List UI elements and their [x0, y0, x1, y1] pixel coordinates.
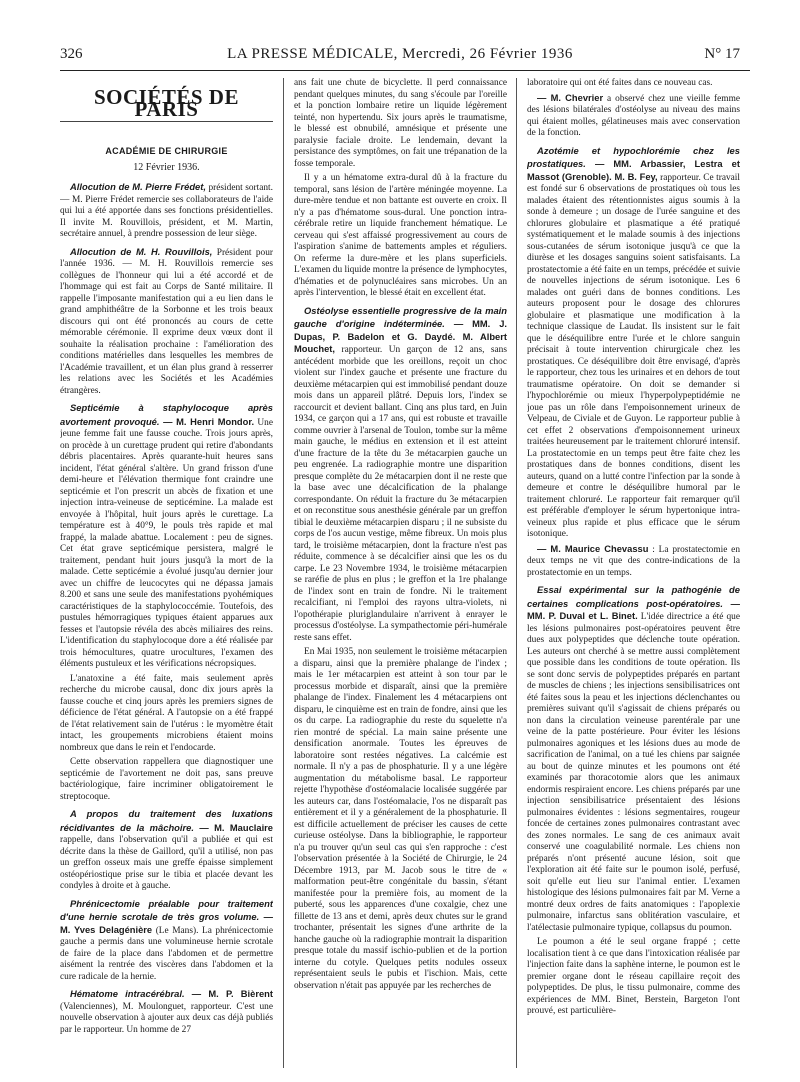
article-paragraph [527, 145, 740, 541]
article-title: Hématome intracérébral. [70, 988, 185, 999]
article-paragraph [294, 78, 507, 170]
article-title: Septicémie à staphylocoque après avortement provoqué. [60, 402, 273, 427]
article-paragraph [527, 78, 740, 90]
column-3 [527, 78, 740, 1068]
article-paragraph [527, 93, 740, 140]
section-title: SOCIÉTÉS DE PARIS [60, 92, 273, 122]
column-2-body [294, 78, 507, 992]
article-body: Président pour l'année 1936. — M. H. Rouvillois remercie ses collègues de l'honneur qui lui a été accordé et de l'hommage qui est fait au Corps de Santé militaire. Il rappelle l'imposante manifestation qui a eu lien dans le grand amphithéâtre de la Sorbonne et les trois beaux discours qui ont été prononcés au cours de cette mémorable cérémonie. Il exprime deux vœux dont il souhaite la réalisation prochaine : l'amélioration des conditions matérielles dans lesquelles les membres de l'Académie travaillent, et un élan plus grand à resserrer les relations avec les Sociétés et les Académies étrangères. [60, 247, 273, 396]
article-body: Une jeune femme fait une fausse couche. Trois jours après, on procède à un curettage prudent qui retire d'abondants débris placentaires. Après quarante-huit heures sans incident, l'état général s'altère. Un grand frisson d'une demi-heure et l'élévation thermique font craindre une septicémie et l'on prescrit un abcès de fixation et une injection intra-veineuse de septicémine. La malade est envoyée à l'hôpital, huit jours après le curettage. La température est à 40°9, le pouls très rapide et mal frappé, la malade abattue. Localement : peu de signes. Cet état grave septicémique persistera, malgré le traitement, pendant huit jours jusqu'à la mort de la malade. Cette septicémie a évolué jusqu'au dernier jour avec un chiffre de leucocytes qui ne dépassa jamais 8.200 et sans une seule des manifestations pyohémiques caractéristiques de la staphylococcémie. Toutefois, des pustules hémorragiques typiques étaient apparues aux fesses et l'autopsie révéla des abcès miliaires des reins. L'identification du staphylocoque dore a été réalisée par trois hémocultures, quatre urocultures, l'examen des éléments pustuleux et les vérifications nécropsiques. [60, 417, 273, 669]
article-authors: — M. P. Bièrent [184, 989, 273, 999]
header-rule [60, 70, 750, 71]
session-date: 12 Février 1936. [133, 161, 200, 173]
article-authors: — M. Henri Mondor. [159, 416, 255, 427]
article-body: laboratoire qui ont été faites dans ce nouveau cas. [527, 78, 713, 88]
article-title: Allocution de M. H. Rouvillois, [70, 245, 213, 257]
article-title: Ostéolyse essentielle progressive de la main gauche d'origine indéterminée. [294, 304, 507, 329]
article-paragraph [294, 647, 507, 992]
article-paragraph [60, 181, 273, 241]
article-paragraph [527, 584, 740, 934]
article-authors: — M. Chevrier [537, 92, 604, 103]
article-body: (Valenciennes), M. Moulonguet, rapporteur. C'est une nouvelle observation à ajouter aux deux cas déjà publiés par le rapporteur. Un homme de 27 [60, 1001, 273, 1035]
article-body: Cette observation rappellera que diagnostiquer une septicémie de l'avortement ne doit pas, sans preuve bactériologique, faire incriminer obligatoirement le streptocoque. [60, 757, 273, 802]
article-paragraph [294, 305, 507, 645]
page-number: 326 [60, 46, 83, 62]
article-body: rappelle, dans l'observation qu'il a publiée et qui est décrite dans la thèse de Gaillord, qu'il a utilisé, non pas un greffon osseux mais une greffe épaisse simplement ostéopériostique prise sur le tibia et placée devant les condyles à droite et à gauche. [60, 835, 273, 891]
article-paragraph [60, 402, 273, 671]
article-title: A propos du traitement des luxations récidivantes de la mâchoire. [60, 808, 273, 833]
article-paragraph [60, 674, 273, 755]
column-divider [516, 78, 517, 1068]
article-paragraph [60, 246, 273, 398]
column-3-body [527, 78, 740, 1018]
article-authors: — M. Mauclaire [193, 822, 273, 833]
article-paragraph [527, 544, 740, 580]
academy-heading: ACADÉMIE DE CHIRURGIE [105, 146, 228, 156]
article-authors: — M. Maurice Chevassu [537, 543, 649, 554]
article-authors: — M. Yves Delagénière [60, 912, 273, 935]
column-1 [60, 78, 273, 1068]
article-body: rapporteur. Un garçon de 12 ans, sans antécédent morbide que les oreillons, reçoit un choc violent sur l'index gauche et présente une fracture du deuxième métacarpien qui est immobilisé pendant douze mois dans un appareil plâtré. Depuis lors, l'index se raccourcit et devient ballant. Cinq ans plus tard, en Juin 1934, ce garçon qui a 17 ans, qui est robuste et travaille comme ouvrier à l'arsenal de Toulon, tombe sur la même main gauche, le médius en extension et il est atteint d'une fracture de la tête du 3e métacarpien gauche un peu engrenée. La radiographie montre une disparition presque complète du 2e métacarpien dont il ne reste que la base avec une décalcification de la phalange correspondante. On réduit la fracture du 3e métacarpien et on reconstitue sous anesthésie générale par un greffon tibial le deuxième métacarpien disparu ; il ne subsiste du corps de l'os aucun vestige, même fibreux. Un mois plus tard, le troisième métacarpien, dont la fracture n'est pas réduite, commence à se décalcifier ainsi que les os du carpe. Le 23 Novembre 1934, le troisième métacarpien se raréfie de plus en plus ; le greffon et la 1re phalange de l'index sont en train de fondre. Ni le traitement recalcifiant, ni l'emploi des rayons ultra-violets, ni l'opothérapie pluriglandulaire n'arrivent à enrayer le processus d'ostéolyse. La sympathectomie péri-humérale reste sans effet. [294, 345, 507, 643]
article-authors: — MM. J. Dupas, P. Badelon et G. Daydé. M. Albert Mouchet, [294, 319, 507, 354]
article-body: En Mai 1935, non seulement le troisième métacarpien a disparu, ainsi que la première phalange de l'index ; mais le 1er métacarpien est atteint à son tour par le processus morbide et disparaît, ainsi que la première phalange de l'index. Finalement les 4 métacarpiens ont disparu, le cinquième est en train de fondre, ainsi que les os du carpe. La radiographie du reste du squelette n'a rien montré de spécial. La main saine présente une densification anormale. Toutes les épreuves de laboratoire sont restées négatives. La calcémie est normale. Il n'y a pas de phosphaturie. Il y a une légère augmentation du métabolisme basal. Le rapporteur rejette l'hypothèse d'ostéomalacie localisée suggérée par les auteurs car, dans l'ostéomalacie, l'os ne disparaît pas entièrement et il y a généralement de la phosphaturie. Il est difficile actuellement de préciser les causes de cette curieuse ostéolyse. Dans la bibliographie, le rapporteur n'a pu trouver qu'un seul cas qui s'en rapproche : c'est l'observation présentée à la Société de Chirurgie, le 24 Décembre 1913, par M. Jacob sous le titre de « malformation peut-être congénitale du bassin, s'étant manifestée pour la première fois, au moment de la puberté, sous les apparences d'une coxalgie, chez une fillette de 13 ans et demi, après deux chutes sur le grand trochanter, présentait les signes d'une arthrite de la hanche gauche où la radiographie montrait la disparition presque totale du massif ischio-publien et de la portion interne du cotyle. Quelques petits nodules osseux représentaient seuls le pubis et l'ischion. Mais, cette observation n'était pas appuyée par les recherches de [294, 647, 507, 991]
article-body: L'idée directrice a été que les lésions pulmonaires post-opératoires peuvent être dues aux polypeptides que déclenche toute opération. Les auteurs ont cherché à se mettre aussi complètement que possible dans les conditions de toute opération. Ils se sont donc servis de polypeptides préparés en partant de muscles de chiens ; les injections sensibilisatrices ont été faites sous la peau et les injections déclenchantes ou premières suivant qu'il s'agissait de chiens préparés ou non dans la circulation veineuse parentérale par une veine de la patte postérieure. Pour éviter les lésions pulmonaires agoniques et les lésions dues au mode de sacrification de l'animal, on a tué les chiens par saignée au bout de quinze minutes et les poumons ont été examinés par thoracotomie alors que les animaux endormis respiraient encore. Les chiens préparés par une injection sensibilisatrice présentaient des lésions pulmonaires évidentes : lésions segmentaires, rougeur foncée de certaines zones pulmonaires contrastant avec des zones normales. Le sang de ces animaux avait conservé une coagulabilité normale. Les chiens non préparés n'ont présenté aucune lésion, soit que l'exploration ait été faite sur le poumon isolé, perfusé, soit qu'elle eut lieu sur l'animal entier. L'examen histologique des lésions pulmonaires fait par M. Verne a montré deux ordres de faits anatomiques : l'apoplexie pulmonaire, infarctus sans oblitération vasculaire, et l'atélectasie pulmonaire typique, collapsus du poumon. [527, 612, 740, 933]
article-body: : La prostatectomie en deux temps ne vit que des contre-indications de la prostatectomie en un temps. [527, 544, 740, 578]
article-body: ans fait une chute de bicyclette. Il perd connaissance pendant quelques minutes, du sang s'écoule par l'oreille et la ponction lombaire retire un liquide légèrement teinté, non hypertendu. Six jours après le traumatisme, le blessé est obnubilé, amnésique et présente une paralysie faciale droite. Le lendemain, devant la persistance des symptômes, on fait une trépanation de la fosse temporale. [294, 78, 507, 169]
article-paragraph [60, 898, 273, 984]
article-paragraph [60, 757, 273, 803]
article-paragraph [60, 808, 273, 893]
journal-title: LA PRESSE MÉDICALE, Mercredi, 26 Février 1936 [227, 46, 573, 62]
article-paragraph [294, 173, 507, 300]
issue-number: N° 17 [704, 46, 740, 62]
article-title: Allocution de M. Pierre Frédet, [70, 181, 207, 192]
column-1-body [60, 181, 273, 1036]
article-body: L'anatoxine a été faite, mais seulement après recherche du microbe causal, donc dix jours après la fausse couche et cinq jours après les premiers signes de déficience de l'état général. A l'autopsie on a été frappé de l'état relativement sain de l'utérus : le myomètre était intact, les groupements microbiens étaient moins nombreux que dans le rein et l'endocarde. [60, 673, 273, 753]
article-body: président sortant. — M. Pierre Frédet remercie ses collaborateurs de l'aide qui lui a été apportée dans ses fonctions présidentielles. Il invite M. Rouvillois, président, et M. Martin, secrétaire annuel, à prendre possession de leur siège. [60, 183, 273, 239]
article-title: Essai expérimental sur la pathogénie de certaines complications post-opératoires. [527, 584, 740, 609]
article-body: a observé chez une vieille femme des lésions bilatérales d'ostéolyse au niveau des mains qui étaient molles, gélatineuses mais avec conservation de la fonction. [527, 93, 740, 138]
page-header [60, 46, 740, 70]
article-authors: — MM. Arbassier, Lestra et Massot (Grenoble). M. B. Fey, [527, 159, 740, 182]
column-2 [294, 78, 507, 1068]
article-paragraph [60, 988, 273, 1036]
column-divider [283, 78, 284, 1068]
article-body: (Le Mans). La phrénicectomie gauche a permis dans une volumineuse hernie scrotale de faire de la place dans l'abdomen et de permettre aisément la rentrée des viscères dans l'abdomen et la cure radicale de la hernie. [60, 925, 273, 982]
article-body: rapporteur. Ce travail est fondé sur 6 observations de prostatiques où tous les malades étaient des rétentionnistes aigus soumis à la sonde à demeure ; un dosage de l'urée sanguine et des chlorures globulaire et plasmatique a été pratiqué systématiquement et le malade soumis à des injections sous-cutanées de sérum isotonique jusqu'à ce que la diurèse et les dosages sanguins soient satisfaisants. La prostatectomie a été faite en un temps, précédée et suivie de nouvelles injections de sérum isotonique. Les 6 malades ont guéri dans de bonnes conditions. Les auteurs proposent pour le dosage des chlorures globulaire et plasmatique une modification à la technique classique de Laudat. Ils insistent sur le fait que le déséquilibre entre l'urée et le chlore sanguin précisait à toute intervention chirurgicale chez les prostatiques. Ce déséquilibre doit être envisagé, d'après le rapporteur, chez tous les urinaires et en dehors de tout traumatisme opératoire. On doit se demander si l'hypochlorémie ou mieux l'hyperpolypeptidémie ne joue pas un rôle dans l'empoisonnement urineux de Velpeau, de Civiale et de Guyon. Le rapporteur publie à cet effet 2 observations d'empoisonnement urineux traitées heureusement par le traitement chloruré intensif. La prostatectomie en un temps peut être faite chez les prostatiques dans de bonnes conditions, disent les auteurs, quand on a lutté contre l'infection par la sonde à demeure et contre le déséquilibre humoral par le traitement chloruré. Le rapporteur fait remarquer qu'il est préférable d'employer le sérum hypertonique intra-veineux plus rapide et plus efficace que le sérum isotonique. [527, 172, 740, 539]
article-paragraph [527, 937, 740, 1018]
article-title: Phrénicectomie préalable pour traitement d'une hernie scrotale de très gros volume. [60, 897, 273, 922]
article-body: Il y a un hématome extra-dural dû à la fracture du temporal, sans lésion de l'artère méningée moyenne. La dure-mère tendue et non battante est ouverte en croix. Il n'y a pas d'hématome sous-dural. Une ponction intra-cérébrale retire un liquide franchement hématique. Le cerveau qui s'est affaissé progressivement au cours de l'aspiration s'anime de battements amples et réguliers. On referme la dure-mère et les plans superficiels. L'examen du liquide montre la présence de lymphocytes, d'hématies et de polynucléaires sans microbes. Un an après l'intervention, le blessé était en excellent état. [294, 173, 507, 298]
article-body: Le poumon a été le seul organe frappé ; cette localisation tient à ce que dans l'intoxication réalisée par l'injection faite dans la saphène interne, le poumon est le premier organe dont le réseau capillaire reçoit des polypeptides. De plus, le tissu pulmonaire, comme des expériences de MM. Binet, Berstein, Bargeton l'ont prouvé, est particulière- [527, 937, 740, 1016]
article-title: Azotémie et hypochlorémie chez les prostatiques. [527, 144, 740, 169]
article-authors: — MM. P. Duval et L. Binet. [527, 598, 740, 621]
